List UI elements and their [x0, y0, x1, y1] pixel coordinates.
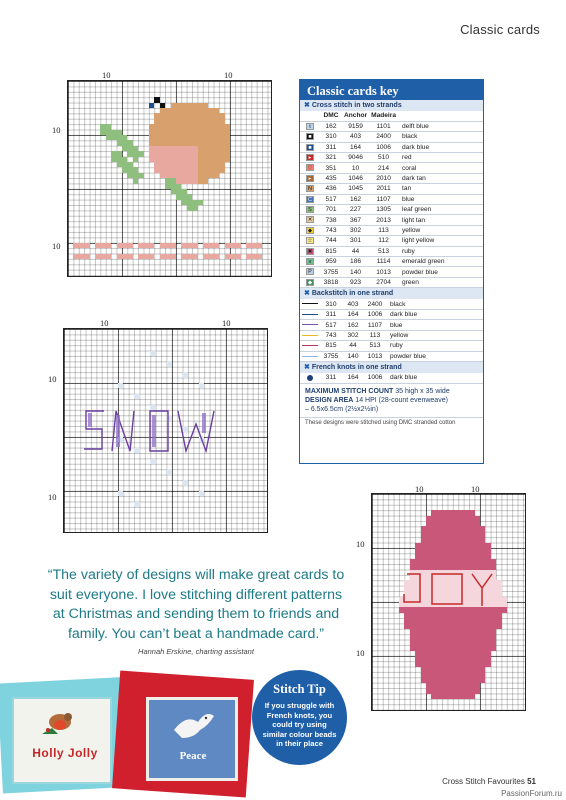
symbol-swatch-icon: ✕ — [307, 217, 313, 224]
key-symbol — [300, 142, 320, 152]
key-cell: blue — [398, 194, 483, 204]
stitch-cell — [138, 173, 143, 178]
stitch-cell — [198, 200, 203, 205]
key-symbol — [300, 225, 320, 235]
stitch-cell — [171, 254, 176, 259]
key-row — [300, 153, 483, 163]
key-cell: 321 — [320, 153, 342, 163]
stitch-cell — [257, 254, 262, 259]
key-cell: 164 — [342, 373, 364, 383]
snow-tick-top-left: 10 — [100, 318, 109, 328]
key-cell: 738 — [320, 215, 342, 225]
key-cell: 1046 — [342, 173, 369, 183]
key-row — [300, 330, 483, 340]
key-symbol — [300, 277, 320, 287]
key-col-madeira: Madeira — [371, 112, 396, 120]
snow-chart — [63, 328, 268, 533]
key-row — [300, 256, 483, 266]
key-col-dmc: DMC — [320, 111, 342, 121]
robin-tick-left-2: 10 — [52, 241, 61, 251]
symbol-swatch-icon: ♡ — [307, 165, 313, 172]
key-table-backstitch — [300, 299, 483, 362]
symbol-swatch-icon: v — [306, 258, 314, 265]
key-cell: 1114 — [369, 256, 398, 266]
stitch-tip-badge — [252, 670, 347, 765]
symbol-swatch-icon: ■ — [306, 144, 314, 151]
key-cell: 2013 — [369, 215, 398, 225]
key-cell: 302 — [342, 330, 364, 340]
french-knot-icon — [307, 375, 313, 381]
key-cell: dark blue — [398, 142, 483, 152]
key-symbol — [300, 132, 320, 142]
joy-tick-top-right: 10 — [471, 484, 480, 494]
stitch-cell — [214, 173, 219, 178]
robin-tick-top-left: 10 — [102, 70, 111, 80]
key-row — [300, 351, 483, 361]
key-cell: 164 — [342, 310, 364, 320]
key-cell: ruby — [386, 341, 483, 351]
key-cell: 10 — [342, 163, 369, 173]
symbol-swatch-icon: N — [306, 185, 314, 192]
key-section-french: ✖ French knots in one strand — [300, 362, 483, 373]
stitch-cell — [133, 157, 138, 162]
key-symbol — [300, 215, 320, 225]
key-cell: powder blue — [398, 267, 483, 277]
symbol-swatch-icon: ✖ — [307, 248, 313, 255]
key-symbol — [300, 373, 320, 383]
stitch-cell — [192, 254, 197, 259]
key-table-french — [300, 373, 483, 384]
key-cell: 310 — [320, 299, 342, 309]
key-row — [300, 121, 483, 131]
key-cell: 367 — [342, 215, 369, 225]
key-cell: 513 — [364, 341, 386, 351]
key-symbol — [300, 330, 320, 340]
joy-tick-left: 10 — [356, 539, 365, 549]
key-row — [300, 194, 483, 204]
stitch-cell — [235, 243, 240, 248]
key-row — [300, 163, 483, 173]
key-cell: 162 — [342, 320, 364, 330]
key-cell: black — [398, 132, 483, 142]
key-row — [300, 215, 483, 225]
stitch-cell — [149, 103, 154, 108]
key-cell: 403 — [342, 132, 369, 142]
key-cell: 2010 — [369, 173, 398, 183]
key-cell: 186 — [342, 256, 369, 266]
symbol-swatch-icon: P — [306, 268, 314, 275]
key-cell: 744 — [320, 236, 342, 246]
key-cell: 435 — [320, 173, 342, 183]
key-cell: 140 — [342, 351, 364, 361]
key-cell: 9159 — [342, 121, 369, 131]
key-cell: 403 — [342, 299, 364, 309]
stitch-tip-body: If you struggle with French knots, you could try using similar colour beads in their place — [262, 701, 337, 749]
key-symbol — [300, 173, 320, 183]
key-cell: 436 — [320, 184, 342, 194]
key-symbol — [300, 153, 320, 163]
quote-author: Hannah Erskine, charting assistant — [138, 647, 254, 656]
colour-key-panel — [299, 79, 484, 464]
key-row — [300, 173, 483, 183]
key-cell: 1013 — [364, 351, 386, 361]
key-cell: 162 — [342, 194, 369, 204]
backstitch-line-icon — [302, 335, 318, 336]
key-cell: 743 — [320, 330, 342, 340]
key-cell: emerald green — [398, 256, 483, 266]
key-cell: ruby — [398, 246, 483, 256]
key-title: Classic cards key — [300, 80, 483, 100]
symbol-swatch-icon: ◆ — [307, 279, 313, 286]
key-section-cross: ✖ Cross stitch in two strands — [300, 100, 483, 111]
key-cell: 302 — [342, 225, 369, 235]
key-cell: dark tan — [398, 173, 483, 183]
stitch-cell — [203, 178, 208, 183]
stitch-cell — [171, 243, 176, 248]
key-cell: 815 — [320, 341, 342, 351]
robin-chart — [67, 80, 272, 277]
key-symbol — [300, 205, 320, 215]
robin-tick-left: 10 — [52, 125, 61, 135]
symbol-swatch-icon: ☆ — [307, 238, 313, 245]
backstitch-line-icon — [302, 303, 318, 304]
stitch-tip-title: Stitch Tip — [273, 682, 326, 696]
backstitch-line-icon — [302, 356, 318, 357]
key-cell: tan — [398, 184, 483, 194]
section-title: Classic cards — [460, 22, 540, 37]
stitch-cell — [149, 243, 154, 248]
key-cell: 113 — [369, 225, 398, 235]
key-cell: 815 — [320, 246, 342, 256]
key-stitch-info: MAXIMUM STITCH COUNT 35 high x 35 wide DESIGN AREA 14 HPI (28-count evenweave) – 6.5x6.5cm (2½x2½in) — [305, 387, 450, 413]
key-cell: 2704 — [369, 277, 398, 287]
key-cell: 44 — [342, 246, 369, 256]
key-cell: leaf green — [398, 205, 483, 215]
key-cell: delft blue — [398, 121, 483, 131]
stitch-cell — [235, 254, 240, 259]
key-cell: 1006 — [364, 310, 386, 320]
stitch-cell — [84, 254, 89, 259]
key-cell: 1006 — [364, 373, 386, 383]
symbol-swatch-icon: ▸ — [306, 154, 314, 161]
key-cell: 9046 — [342, 153, 369, 163]
key-cell: dark blue — [386, 373, 483, 383]
key-cell: 301 — [342, 236, 369, 246]
key-cell: 310 — [320, 132, 342, 142]
stitch-cell — [160, 103, 165, 108]
stitch-cell — [149, 254, 154, 259]
key-cell: red — [398, 153, 483, 163]
holly-jolly-text: Holly Jolly — [32, 746, 98, 760]
key-symbol — [300, 194, 320, 204]
symbol-swatch-icon: ▸ — [306, 175, 314, 182]
key-cell: 1101 — [369, 121, 398, 131]
robin-tick-top-right: 10 — [224, 70, 233, 80]
stitch-cell — [106, 243, 111, 248]
snow-tick-left: 10 — [48, 374, 57, 384]
key-cell: 517 — [320, 320, 342, 330]
key-row — [300, 184, 483, 194]
key-cell: 44 — [342, 341, 364, 351]
key-row — [300, 246, 483, 256]
key-cell: yellow — [386, 330, 483, 340]
pull-quote: “The variety of designs will make great cards to suit everyone. I love stitching different patterns at Christmas and sending them to friends and family. You can’t beat a handmade card.” — [47, 567, 345, 642]
key-cell: 2400 — [369, 132, 398, 142]
key-cell: 510 — [369, 153, 398, 163]
joy-chart — [371, 493, 526, 711]
stitch-cell — [214, 254, 219, 259]
key-cell: 311 — [320, 310, 342, 320]
key-row — [300, 277, 483, 287]
key-cell: 1107 — [369, 194, 398, 204]
key-cell: yellow — [398, 225, 483, 235]
key-col-anchor: Anchor — [344, 112, 368, 120]
backstitch-line-icon — [302, 345, 318, 346]
key-symbol — [300, 310, 320, 320]
key-cell: 2400 — [364, 299, 386, 309]
snow-tick-left-2: 10 — [48, 492, 57, 502]
joy-tick-top-left: 10 — [415, 484, 424, 494]
key-row — [300, 341, 483, 351]
key-cell: 140 — [342, 267, 369, 277]
symbol-swatch-icon: ◆ — [307, 227, 313, 234]
key-symbol — [300, 256, 320, 266]
key-cell: 1013 — [369, 267, 398, 277]
key-row — [300, 142, 483, 152]
key-row — [300, 310, 483, 320]
key-cell: 743 — [320, 225, 342, 235]
stitch-cell — [192, 243, 197, 248]
stitch-cell — [225, 157, 230, 162]
key-cell: 311 — [320, 373, 342, 383]
key-cell: 112 — [369, 236, 398, 246]
key-cell: 3755 — [320, 267, 342, 277]
key-symbol — [300, 267, 320, 277]
key-symbol — [300, 299, 320, 309]
key-cell: coral — [398, 163, 483, 173]
key-symbol — [300, 341, 320, 351]
joy-word-art — [372, 494, 527, 712]
robin-icon — [38, 708, 80, 736]
key-cell: 701 — [320, 205, 342, 215]
symbol-swatch-icon: ■ — [306, 133, 314, 140]
peace-text: Peace — [179, 750, 207, 762]
key-symbol — [300, 184, 320, 194]
key-symbol — [300, 236, 320, 246]
key-symbol — [300, 246, 320, 256]
key-row — [300, 225, 483, 235]
key-row — [300, 236, 483, 246]
stitch-cell — [127, 254, 132, 259]
key-cell: 1006 — [369, 142, 398, 152]
snow-tick-top-right: 10 — [222, 318, 231, 328]
key-cell: 351 — [320, 163, 342, 173]
key-row — [300, 132, 483, 142]
key-row — [300, 320, 483, 330]
key-cell: 923 — [342, 277, 369, 287]
key-cell: light tan — [398, 215, 483, 225]
key-cell: powder blue — [386, 351, 483, 361]
key-cell: 311 — [320, 142, 342, 152]
key-cell: 113 — [364, 330, 386, 340]
backstitch-line-icon — [302, 324, 318, 325]
key-symbol — [300, 320, 320, 330]
key-cell: 164 — [342, 142, 369, 152]
key-cell: black — [386, 299, 483, 309]
key-cell: 517 — [320, 194, 342, 204]
backstitch-line-icon — [302, 314, 318, 315]
key-cell: 1045 — [342, 184, 369, 194]
symbol-swatch-icon: S — [306, 206, 314, 213]
key-cell: 3755 — [320, 351, 342, 361]
key-row — [300, 205, 483, 215]
key-table-cross — [300, 111, 483, 288]
watermark: PassionForum.ru — [501, 789, 562, 798]
key-cell: dark blue — [386, 310, 483, 320]
key-cell: 162 — [320, 121, 342, 131]
key-cell: 959 — [320, 256, 342, 266]
stitch-cell — [106, 254, 111, 259]
stitch-cell — [219, 167, 224, 172]
key-cell: 2011 — [369, 184, 398, 194]
stitch-cell — [133, 178, 138, 183]
key-cell: 3818 — [320, 277, 342, 287]
page-footer: Cross Stitch Favourites 51 — [442, 777, 536, 786]
stitch-cell — [84, 243, 89, 248]
key-cell: blue — [386, 320, 483, 330]
key-section-backstitch: ✖ Backstitch in one strand — [300, 288, 483, 299]
stitch-cell — [138, 151, 143, 156]
key-note: These designs were stitched using DMC stranded cotton — [300, 417, 483, 428]
stitch-cell — [127, 243, 132, 248]
key-row — [300, 267, 483, 277]
joy-tick-left-2: 10 — [356, 648, 365, 658]
key-cell: green — [398, 277, 483, 287]
key-symbol — [300, 163, 320, 173]
stitch-cell — [192, 205, 197, 210]
stitch-cell — [214, 243, 219, 248]
key-cell: 227 — [342, 205, 369, 215]
key-row — [300, 373, 483, 383]
symbol-swatch-icon: C — [306, 196, 314, 203]
stitch-cell — [257, 243, 262, 248]
key-symbol — [300, 351, 320, 361]
key-cell: 214 — [369, 163, 398, 173]
key-cell: 513 — [369, 246, 398, 256]
key-symbol — [300, 121, 320, 131]
dove-icon — [168, 708, 218, 746]
key-row — [300, 299, 483, 309]
key-cell: light yellow — [398, 236, 483, 246]
snow-word-art — [64, 329, 269, 534]
key-cell: 1305 — [369, 205, 398, 215]
symbol-swatch-icon: t — [306, 123, 314, 130]
key-cell: 1107 — [364, 320, 386, 330]
